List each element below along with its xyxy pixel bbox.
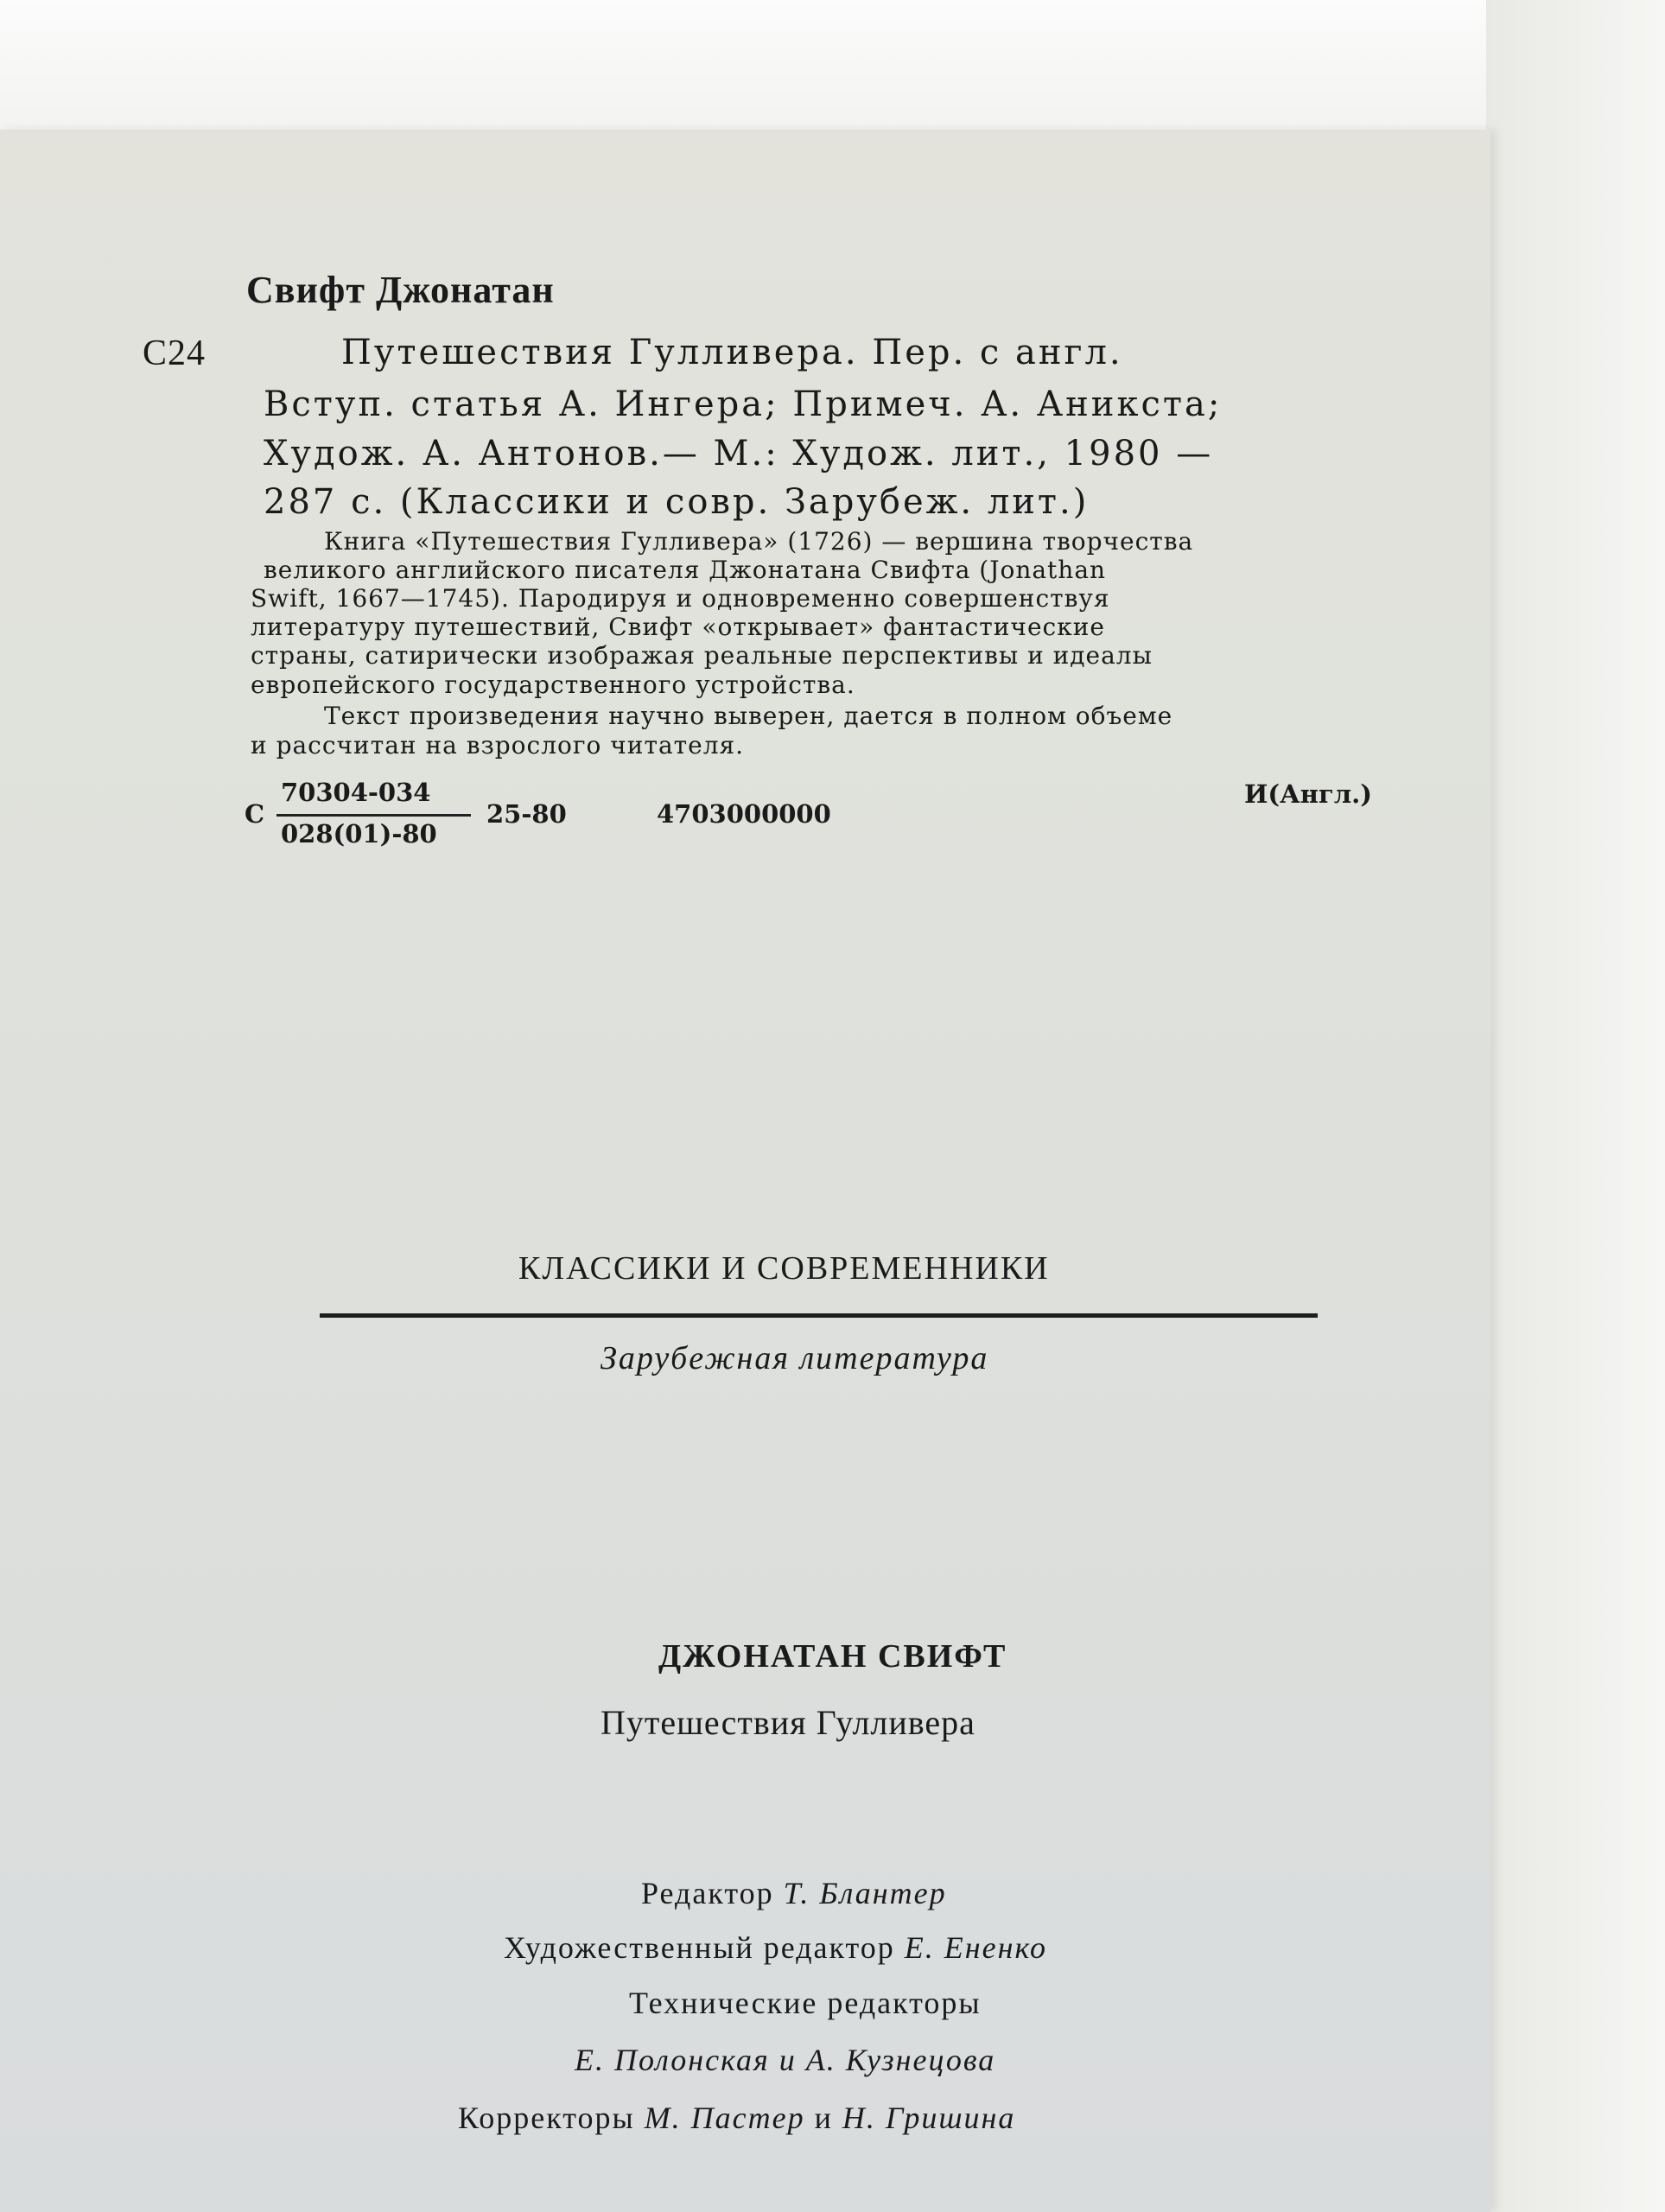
series-divider	[320, 1313, 1318, 1318]
credit-tech-editor-2: А. Кузнецова	[805, 2043, 996, 2077]
annotation-line-2: великого английского писателя Джонатана Свифта (Jonathan	[264, 556, 1107, 584]
annotation-line-3: Swift, 1667—1745). Пародируя и одновременно совершенствуя	[251, 584, 1110, 613]
code-isbn: 4703000000	[657, 799, 831, 829]
bib-line-3: Худож. А. Антонов.— М.: Худож. лит., 1980 —	[264, 434, 1214, 474]
bib-line-2: Вступ. статья А. Ингера; Примеч. А. Аникста;	[264, 385, 1223, 424]
series-subtitle: Зарубежная литература	[601, 1340, 989, 1376]
background-page-edge	[1486, 0, 1665, 2212]
credit-correctors	[458, 2100, 1015, 2136]
code-fraction-line	[276, 814, 471, 817]
title-book: Путешествия Гулливера	[601, 1703, 975, 1742]
bib-line-4: 287 с. (Классики и совр. Зарубеж. лит.)	[264, 482, 1090, 522]
credit-tech-editors-label: Технические редакторы	[629, 1986, 982, 2020]
annotation-line-8: и рассчитан на взрослого читателя.	[251, 731, 745, 760]
annotation-line-7: Текст произведения научно выверен, дается в полном объеме	[324, 702, 1173, 730]
code-letter: С	[245, 799, 265, 829]
annotation-line-5: страны, сатирически изображая реальные перспективы и идеалы	[251, 641, 1153, 670]
credit-correctors-label: Корректоры	[458, 2101, 635, 2135]
code-numerator: 70304-034	[281, 778, 431, 807]
bib-line-1: Путешествия Гулливера. Пер. с англ.	[341, 333, 1123, 372]
credit-art-editor-label: Художественный редактор	[504, 1930, 895, 1965]
code-language: И(Англ.)	[1244, 779, 1373, 809]
credit-tech-editors	[575, 2042, 995, 2078]
catalog-author: Свифт Джонатан	[246, 269, 555, 311]
annotation-line-6: европейского государственного устройства.	[251, 671, 855, 699]
credit-editor	[641, 1875, 947, 1911]
title-author: ДЖОНАТАН СВИФТ	[658, 1638, 1007, 1675]
background-surface	[0, 0, 1665, 130]
series-title: КЛАССИКИ И СОВРЕМЕННИКИ	[518, 1250, 1050, 1287]
credit-corrector-1: М. Пастер	[644, 2101, 805, 2135]
annotation-line-1: Книга «Путешествия Гулливера» (1726) — вершина творчества	[324, 527, 1194, 556]
credit-art-editor	[504, 1929, 1047, 1966]
credit-art-editor-name: Е. Ененко	[904, 1930, 1047, 1965]
code-middle: 25-80	[486, 799, 567, 829]
credit-corrector-2: Н. Гришина	[842, 2101, 1016, 2135]
catalog-index: С24	[143, 334, 207, 373]
credit-editor-name: Т. Блантер	[783, 1876, 947, 1910]
credit-corrector-and: и	[814, 2101, 833, 2135]
credit-tech-editor-1: Е. Полонская	[575, 2043, 770, 2077]
code-denominator: 028(01)-80	[281, 819, 437, 849]
annotation-line-4: литературу путешествий, Свифт «открывает» фантастические	[251, 613, 1105, 641]
credit-editor-label: Редактор	[641, 1876, 774, 1910]
credit-tech-and: и	[778, 2043, 797, 2077]
